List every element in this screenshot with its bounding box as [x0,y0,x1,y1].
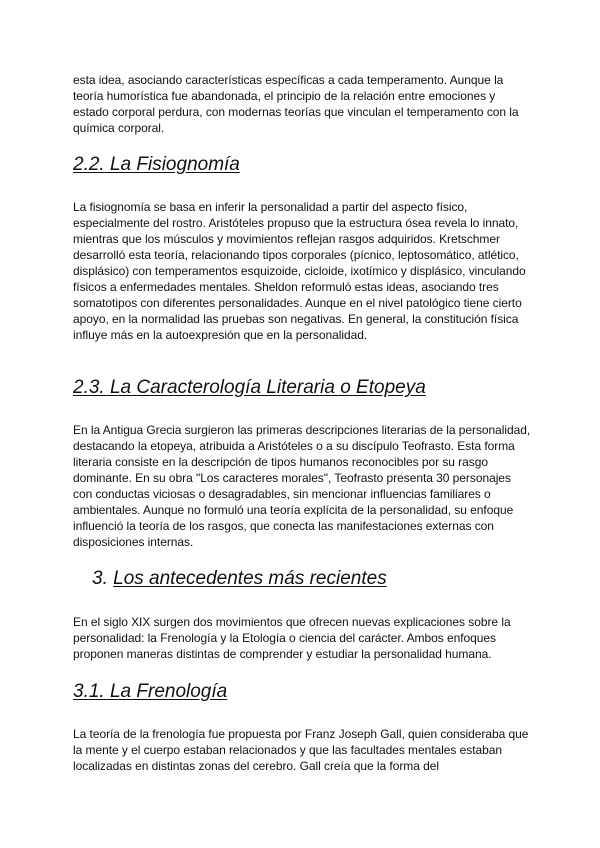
paragraph-siglo-xix: En el siglo XIX surgen dos movimientos que ofrecen nuevas explicaciones sobre la personalidad: la Frenología y la Etología o ciencia del carácter. Ambos enfoques proponen maneras distintas de comprender y estudiar la personalidad humana. [73,615,511,661]
heading-antecedentes-number: 3. [92,568,108,589]
heading-antecedentes-title: Los antecedentes más recientes [113,568,387,589]
heading-caracterologia: 2.3. La Caracterología Literaria o Etopeya [73,377,426,398]
paragraph-humoral-theory: esta idea, asociando características específicas a cada temperamento. Aunque la teoría humorística fue abandonada, el principio de la relación entre emociones y estado corporal perdura, con modernas teorías que vinculan el temperamento con la química corporal. [73,73,519,135]
paragraph-etopeya: En la Antigua Grecia surgieron las primeras descripciones literarias de la personalidad, destacando la etopeya, atribuida a Aristóteles o a su discípulo Teofrasto. Esta forma literaria consiste en la descripción de tipos humanos reconocibles por su rasgo dominante. En su obra "Los caracteres morales", Teofrasto presenta 30 personajes con conductas viciosas o desagradables, sin mencionar influencias familiares o ambientales. Aunque no formuló una teoría explícita de la personalidad, su enfoque influenció la teoría de los rasgos, que conecta las manifestaciones externas con disposiciones internas. [73,423,531,549]
heading-frenologia: 3.1. La Frenología [73,681,228,702]
paragraph-fisiognomia: La fisiognomía se basa en inferir la personalidad a partir del aspecto físico, especialmente del rostro. Aristóteles propuso que la estructura ósea revela lo innato, mientras que los músculos y movimientos reflejan rasgos adquiridos. Kretschmer desarrolló esta teoría, relacionando tipos corporales (pícnico, leptosomático, atlético, displásico) con temperamentos esquizoide, cicloide, ixotímico y displásico, vinculando físicos a enfermedades mentales. Sheldon reformuló estas ideas, asociando tres somatotipos con diferentes personalidades. Aunque en el nivel patológico tiene cierto apoyo, en la normalidad las pruebas son negativas. En general, la constitución física influye más en la autoexpresión que en la personalidad. [73,200,526,342]
heading-antecedentes [92,567,387,591]
heading-fisiognomia: 2.2. La Fisiognomía [73,154,240,175]
paragraph-frenologia: La teoría de la frenología fue propuesta por Franz Joseph Gall, quien consideraba que la mente y el cuerpo estaban relacionados y que las facultades mentales estaban localizadas en distintas zonas del cerebro. Gall creía que la forma del [73,727,529,773]
